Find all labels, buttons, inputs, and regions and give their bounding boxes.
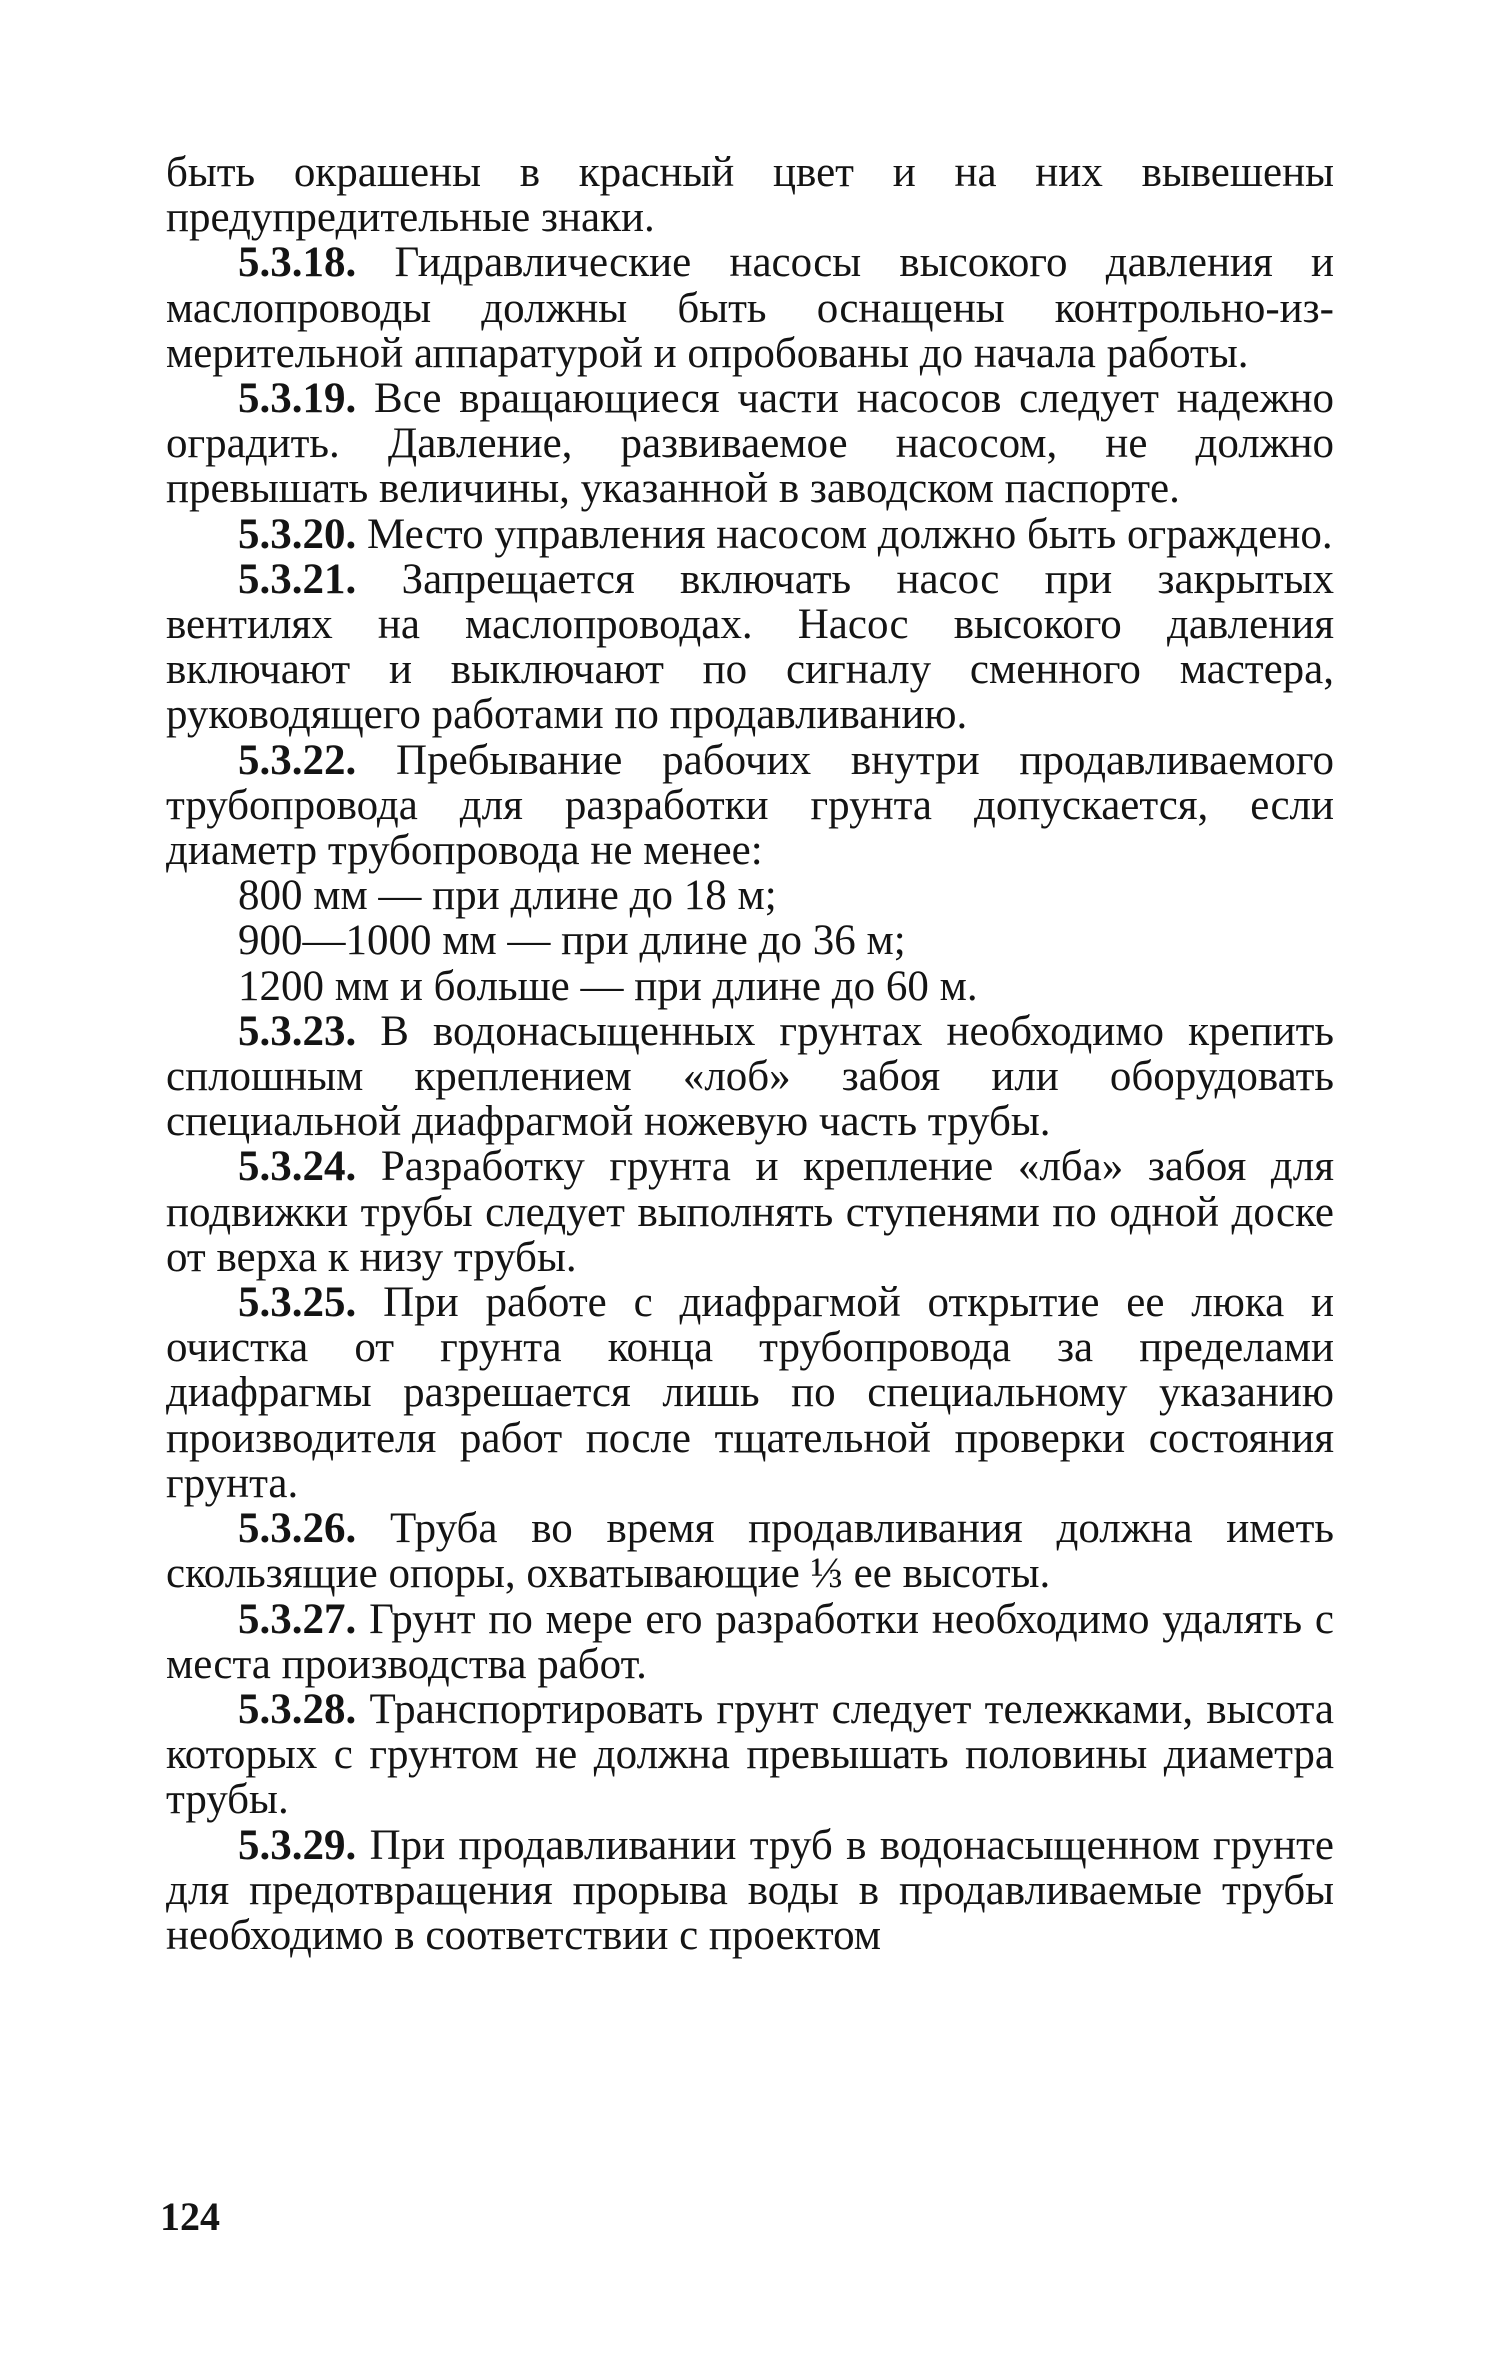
clause-5-3-23 [166,1009,1334,1145]
clause-5-3-28 [166,1687,1334,1823]
clause-number: 5.3.18. [238,239,357,287]
clause-5-3-24 [166,1144,1334,1280]
page-number: 124 [160,2194,220,2239]
clause-number: 5.3.21. [238,555,357,603]
clause-text: Все вращающиеся части насосов следует надежно оградить. Давление, развиваемое насосом, не должно превышать величины, указанной в заводском паспорте. [166,375,1334,513]
list-item: 900—1000 мм — при длине до 36 м; [238,917,906,965]
clause-number: 5.3.28. [238,1685,357,1733]
clause-number: 5.3.23. [238,1007,357,1055]
clause-5-3-20 [166,512,1334,557]
clause-text: Гидравлические насосы высокого давления и маслопроводы должны быть оснащены контрольно-измерительной аппаратурой и опробованы до начала работы. [166,239,1334,377]
clause-5-3-22 [166,738,1334,874]
clause-text: При работе с диафрагмой открытие ее люка и очистка от грунта конца трубопровода за пределами диафрагмы разрешается лишь по специальному указанию производителя работ после тщательной проверки состояния грунта. [166,1279,1334,1507]
list-item: 1200 мм и больше — при длине до 60 м. [238,962,978,1010]
clause-number: 5.3.27. [238,1595,357,1643]
clause-text: Место управления насосом должно быть ограждено. [356,510,1333,558]
clause-text: Разработку грунта и крепление «лба» забоя для подвижки трубы следует выполнять ступенями по одной доске от верха к низу трубы. [166,1143,1334,1281]
clause-text: Транспортировать грунт следует тележками, высота которых с грунтом не должна превышать половины диаметра трубы. [166,1685,1334,1824]
list-item: 800 мм — при длине до 18 м; [238,872,777,920]
clause-5-3-18 [166,240,1334,376]
clause-number: 5.3.20. [238,510,357,558]
clause-number: 5.3.24. [238,1143,357,1191]
clause-number: 5.3.22. [238,736,357,784]
clause-5-3-27 [166,1597,1334,1687]
clause-text: Труба во время продавливания должна иметь скользящие опоры, охватывающие ⅓ ее высоты. [166,1505,1334,1598]
clause-5-3-21 [166,557,1334,738]
clause-text: Грунт по мере его разработки необходимо удалять с места производства работ. [166,1595,1334,1688]
clause-5-3-26 [166,1506,1334,1596]
clause-number: 5.3.26. [238,1505,357,1553]
clause-text: При продавливании труб в водонасыщенном грунте для предотвращения прорыва воды в продавливаемые трубы необходимо в соответствии с проектом [166,1821,1334,1959]
clause-text: Пребывание рабочих внутри продавливаемого трубопровода для разработки грунта допускается, если диаметр трубопровода не менее: [166,736,1334,875]
clause-text: В водонасыщенных грунтах необходимо крепить сплошным креплением «лоб» забоя или оборудовать специальной диафрагмой ножевую часть трубы. [166,1007,1334,1146]
clause-text: Запрещается включать насос при закрытых вентилях на маслопроводах. Насос высокого давления включают и выключают по сигналу сменного мастера, руководящего работами по продавливанию. [166,555,1334,739]
clause-5-3-29 [166,1823,1334,1959]
clause-5-3-19 [166,376,1334,512]
clause-number: 5.3.25. [238,1279,357,1327]
continuation-paragraph: быть окрашены в красный цвет и на них вывешены предупредительные знаки. [166,149,1334,242]
body-text [166,150,1334,1958]
clause-number: 5.3.29. [238,1821,357,1869]
clause-5-3-25 [166,1280,1334,1506]
clause-number: 5.3.19. [238,375,357,423]
